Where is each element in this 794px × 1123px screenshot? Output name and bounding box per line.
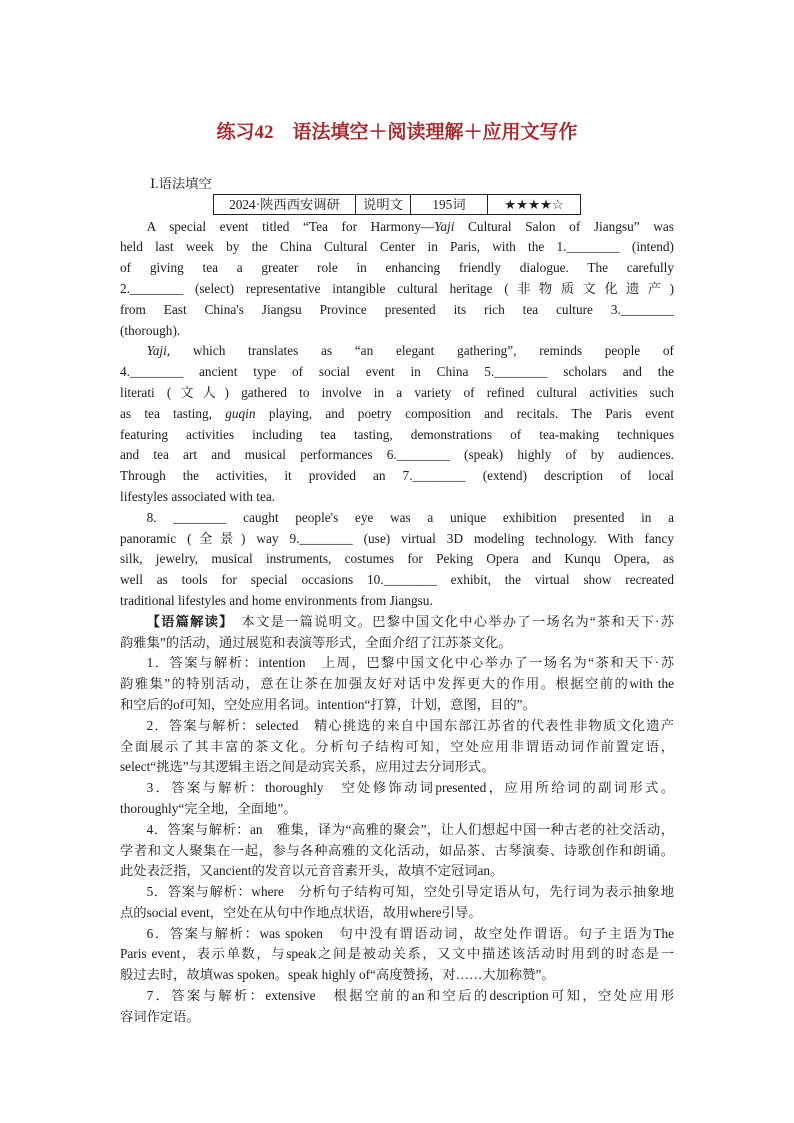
text-run: playing, and poetry composition and recitals. The Paris event (255, 405, 674, 421)
passage-line: from East China's Jiangsu Province presented its rich tea culture 3.________ (120, 301, 674, 317)
text-run: as tea tasting, (120, 405, 226, 421)
passage-line: of giving tea a greater role in enhancing friendly dialogue. The carefully (120, 260, 674, 276)
passage-line: Through the activities, it provided an 7.________ (extend) description of local (120, 468, 674, 484)
text-run: which translates as “an elegant gathering”, reminds people of (170, 343, 674, 359)
passage-line: featuring activities including tea tasting, demonstrations of tea-making techniques (120, 426, 674, 442)
answer-analysis (120, 612, 674, 1028)
text-run: A special event titled “Tea for Harmony— (146, 218, 435, 234)
passage-line: held last week by the China Cultural Center in Paris, with the 1.________ (intend) (120, 239, 674, 255)
analysis-item (120, 924, 674, 986)
analysis-line: 点的social event，空处在从句中作地点状语，故用where引导。 (120, 904, 482, 920)
source-cell: 2024·陕西西安调研 (214, 195, 356, 214)
passage-line (120, 217, 674, 238)
analysis-line: 3．答案与解析：thoroughly 空处修饰动词presented，应用所给词的副词形式。 (146, 780, 674, 796)
analysis-line: 韵雅集”的特别活动，意在让茶在加强友好对话中发挥更大的作用。根据空前的with the (120, 676, 674, 692)
italic-term: guqin (225, 405, 256, 421)
italic-term: Yaji, (146, 343, 171, 359)
passage-line: traditional lifestyles and home environments from Jiangsu. (120, 592, 433, 608)
analysis-item (120, 820, 674, 882)
passage-paragraph (120, 217, 674, 342)
text-run: Cultural Salon of Jiangsu” was (454, 218, 674, 234)
difficulty-stars: ★★★★☆ (488, 195, 581, 214)
info-table (213, 194, 581, 215)
analysis-line (120, 612, 674, 633)
passage-line: and tea art and musical performances 6.________ (speak) highly of by audiences. (120, 447, 674, 463)
overview-label: 【语篇解读】 (146, 613, 228, 629)
analysis-line: thoroughly“完全地，全面地”。 (120, 800, 297, 816)
analysis-item (120, 778, 674, 820)
passage-line: 2.________ (select) representative intangible cultural heritage (非物质文化遗产) (120, 280, 674, 296)
analysis-line: 容词作定语。 (120, 1008, 200, 1024)
passage-line: panoramic (全景) way 9.________ (use) virtual 3D modeling technology. With fancy (120, 530, 674, 546)
analysis-line: Paris event，表示单数，与speak之间是被动关系，又文中描述该活动时用到的时态是一 (120, 946, 674, 962)
analysis-line: 般过去时，故填was spoken。speak highly of“高度赞扬，对……大加称赞”。 (120, 967, 555, 983)
analysis-item (120, 653, 674, 715)
text-run: 本文是一篇说明文。巴黎中国文化中心举办了一场名为“茶和天下·苏 (227, 613, 674, 629)
analysis-line: 2．答案与解析：selected 精心挑选的来自中国东部江苏省的代表性非物质文化遗产 (146, 717, 674, 733)
passage-paragraph (120, 341, 674, 507)
word-count-cell: 195词 (411, 195, 488, 214)
analysis-item (120, 882, 674, 924)
passage-line: literati (文人) gathered to involve in a variety of refined cultural activities such (120, 384, 674, 400)
passage-line (120, 404, 674, 425)
analysis-line: 韵雅集”的活动，通过展览和表演等形式，全面介绍了江苏茶文化。 (120, 634, 512, 650)
analysis-line: select“挑选”与其逻辑主语之间是动宾关系，应用过去分词形式。 (120, 759, 495, 775)
document-body (120, 217, 674, 1028)
analysis-line: 学者和文人聚集在一起，参与各种高雅的文化活动，如品茶、古琴演奏、诗歌创作和朗诵。 (120, 842, 674, 858)
genre-cell: 说明文 (356, 195, 411, 214)
passage-line: lifestyles associated with tea. (120, 488, 276, 504)
analysis-line: 7．答案与解析：extensive 根据空前的an和空后的description可知，空处应用形 (146, 988, 674, 1004)
analysis-item (120, 716, 674, 778)
analysis-line: 6．答案与解析：was spoken 句中没有谓语动词，故空处作谓语。句子主语为The (146, 925, 674, 941)
italic-term: Yaji (434, 218, 455, 234)
analysis-line: 和空后的of可知，空处应用名词。intention“打算，计划，意图，目的”。 (120, 696, 536, 712)
analysis-line: 1．答案与解析：intention 上周，巴黎中国文化中心举办了一场名为“茶和天下·苏 (146, 655, 674, 671)
passage (120, 217, 674, 612)
passage-line: (thorough). (120, 322, 181, 338)
analysis-line: 全面展示了其丰富的茶文化。分析句子结构可知，空处应用非谓语动词作前置定语， (120, 738, 674, 754)
analysis-line: 4．答案与解析：an 雅集，译为“高雅的聚会”，让人们想起中国一种古老的社交活动， (146, 821, 674, 837)
passage-line: silk, jewelry, musical instruments, costumes for Peking Opera and Kunqu Opera, as (120, 551, 674, 567)
passage-paragraph (120, 508, 674, 612)
passage-line: 4.________ ancient type of social event in China 5.________ scholars and the (120, 364, 674, 380)
passage-line (120, 341, 674, 362)
analysis-item (120, 986, 674, 1028)
analysis-line: 此处表泛指，又ancient的发音以元音音素开头，故填不定冠词an。 (120, 863, 504, 879)
passage-line: well as tools for special occasions 10.________ exhibit, the virtual show recreated (120, 572, 674, 588)
section-heading: Ⅰ.语法填空 (150, 175, 212, 191)
analysis-line: 5．答案与解析：where 分析句子结构可知，空处引导定语从句，先行词为表示抽象地 (146, 884, 674, 900)
discourse-overview (120, 612, 674, 654)
passage-line: 8. ________ caught people's eye was a unique exhibition presented in a (146, 509, 674, 525)
page-title: 练习42 语法填空＋阅读理解＋应用文写作 (216, 122, 578, 143)
